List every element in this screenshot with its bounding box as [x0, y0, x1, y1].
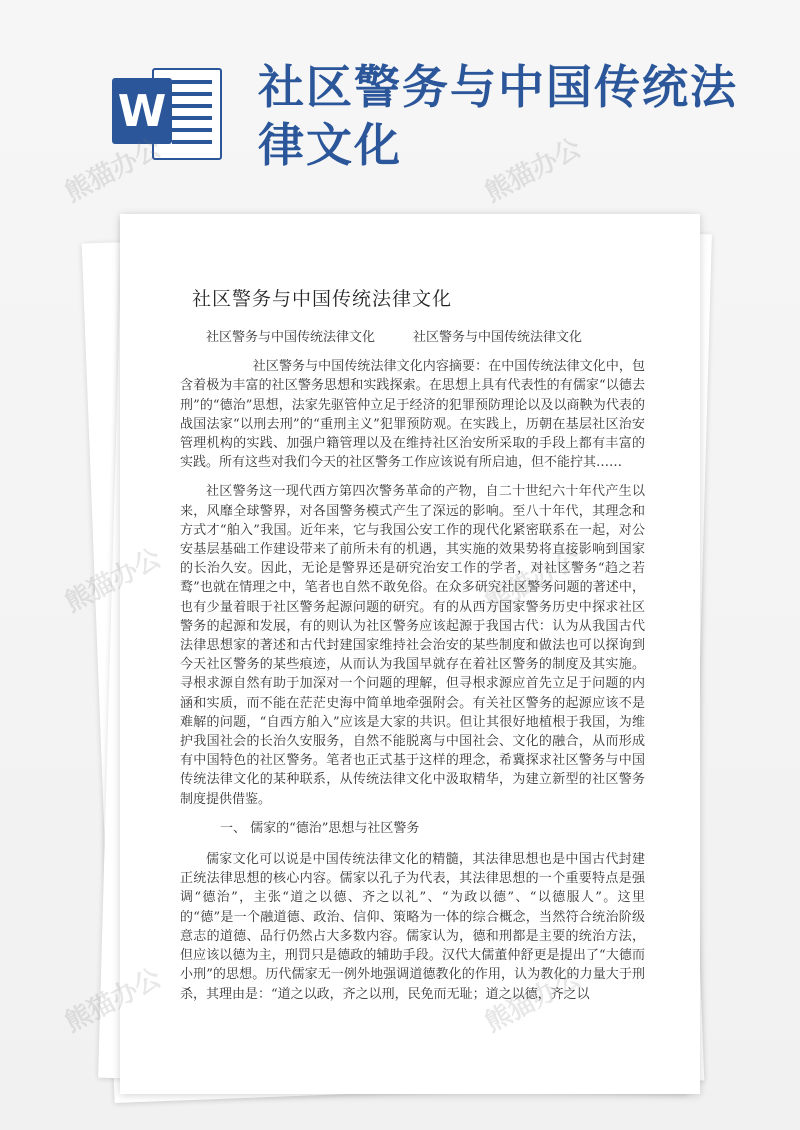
document-page	[120, 214, 700, 1094]
document-title: 社区警务与中国传统法律文化	[192, 288, 453, 310]
paragraph: 儒家文化可以说是中国传统法律文化的精髓，其法律思想也是中国古代封建正统法律思想的核心内容。儒家以孔子为代表，其法律思想的一个重要特点是强调“德治”，主张“道之以德、齐之以礼”、“为政以德”、“以德服人”。这里的“德”是一个融道德、政治、信仰、策略为一体的综合概念，当然符合统治阶级意志的道德、品行仍然占大多数内容。儒家认为，德和刑都是主要的统治方法，但应该以德为主，刑罚只是德政的辅助手段。汉代大儒董仲舒更是提出了“大德而小刑”的思想。历代儒家无一例外地强调道德教化的作用，认为教化的力量大于刑杀，其理由是：“道之以政，齐之以刑，民免而无耻；道之以德，齐之以	[180, 852, 645, 1002]
subheading: 社区警务与中国传统法律文化	[206, 330, 376, 345]
subheading-row	[180, 328, 645, 347]
word-w-icon: W	[112, 78, 172, 144]
document-body	[180, 328, 645, 1014]
subheading: 社区警务与中国传统法律文化	[413, 330, 583, 345]
header-title: 社区警务与中国传统法律文化	[258, 60, 738, 172]
summary-paragraph: 社区警务与中国传统法律文化内容摘要：在中国传统法律文化中，包含着极为丰富的社区警务思想和实践探索。在思想上具有代表性的有儒家“以德去刑”的“德治”思想，法家先驱管仲立足于经济的犯罪预防理论以及以商鞅为代表的战国法家“以刑去刑”的“重刑主义”犯罪预防观。在实践上，历朝在基层社区治安管理机构的实践、加强户籍管理以及在维持社区治安所采取的手段上都有丰富的实践。所有这些对我们今天的社区警务工作应该说有所启迪，但不能拧其……	[180, 359, 645, 471]
paragraph: 社区警务这一现代西方第四次警务革命的产物，自二十世纪六十年代产生以来，风靡全球警界，对各国警务模式产生了深远的影响。至八十年代，其理念和方式才“舶入”我国。近年来，它与我国公安工作的现代化紧密联系在一起，对公安基层基础工作建设带来了前所未有的机遇，其实施的效果势将直接影响到国家的长治久安。因此，无论是警界还是研究治安工作的学者，对社区警务“趋之若鹜”也就在情理之中，笔者也自然不敢免俗。在众多研究社区警务问题的著述中，也有少量着眼于社区警务起源问题的研究。有的从西方国家警务历史中探求社区警务的起源和发展，有的则认为社区警务应该起源于我国古代：认为从我国古代法律思想家的著述和古代封建国家维持社会治安的某些制度和做法也可以探询到今天社区警务的某些痕迹，从而认为我国早就存在着社区警务的制度及其实施。寻根求源自然有助于加深对一个问题的理解，但寻根求源应首先立足于问题的内涵和实质，而不能在茫茫史海中简单地牵强附会。有关社区警务的起源应该不是难解的问题，“自西方舶入”应该是大家的共识。但让其很好地植根于我国，为维护我国社会的长治久安服务，自然不能脱离与中国社会、文化的融合，从而形成有中国特色的社区警务。笔者也正式基于这样的理念，希冀探求社区警务与中国传统法律文化的某种联系，从传统法律文化中汲取精华，为建立新型的社区警务制度提供借鉴。	[180, 484, 645, 807]
section-heading: 一、 儒家的“德治”思想与社区警务	[220, 820, 420, 836]
word-logo	[112, 64, 222, 160]
